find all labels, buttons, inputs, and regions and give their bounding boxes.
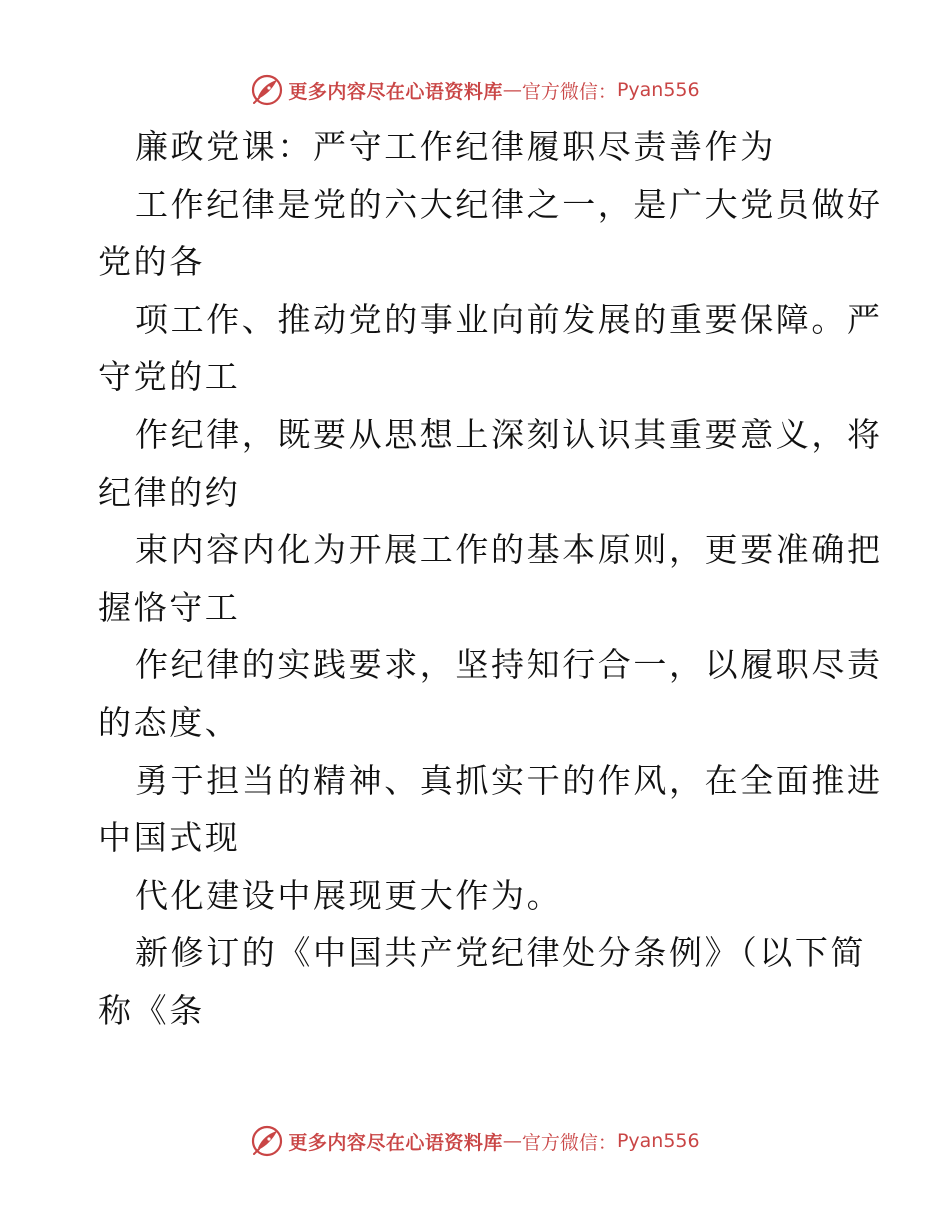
- body-line: 握恪守工: [98, 587, 241, 627]
- watermark-group: [250, 73, 699, 107]
- body-line: 守党的工: [98, 357, 241, 397]
- body-line: 束内容内化为开展工作的基本原则，更要准确把: [135, 530, 883, 570]
- body-line: 代化建设中展现更大作为。: [135, 875, 563, 915]
- watermark-wechat-id: Pyan556: [616, 1130, 700, 1152]
- watermark-wechat-label: 官方微信：: [521, 1131, 617, 1154]
- body-line: 勇于担当的精神、真抓实干的作风，在全面推进: [135, 760, 883, 800]
- body-line: 党的各: [98, 242, 205, 282]
- body-line: 作纪律，既要从思想上深刻认识其重要意义，将: [135, 414, 883, 454]
- watermark-main-text: 更多内容尽在心语资料库: [288, 1131, 503, 1154]
- watermark-wechat-id: Pyan556: [616, 79, 700, 101]
- body-line: 作纪律的实践要求，坚持知行合一，以履职尽责: [135, 645, 883, 685]
- body-line: 纪律的约: [98, 472, 241, 512]
- body-line: 称《条: [98, 990, 205, 1030]
- body-line: 中国式现: [98, 818, 241, 858]
- pen-nib-circle-logo-icon: [250, 1124, 284, 1158]
- document-body: [98, 118, 883, 1040]
- body-line: 工作纪律是党的六大纪律之一，是广大党员做好: [135, 184, 883, 224]
- body-line: 新修订的《中国共产党纪律处分条例》（以下简: [135, 933, 867, 973]
- pen-nib-circle-logo-icon: [250, 73, 284, 107]
- document-title: 廉政党课：严守工作纪律履职尽责善作为: [135, 127, 776, 166]
- body-line: 的态度、: [98, 702, 241, 742]
- header-watermark: [0, 70, 950, 110]
- watermark-main-text: 更多内容尽在心语资料库: [288, 80, 503, 103]
- footer-watermark: [0, 1121, 950, 1161]
- watermark-dash: —: [502, 1130, 522, 1152]
- body-line: 项工作、推动党的事业向前发展的重要保障。严: [135, 299, 883, 339]
- watermark-group: [250, 1124, 699, 1158]
- watermark-dash: —: [502, 79, 522, 101]
- watermark-wechat-label: 官方微信：: [521, 80, 617, 103]
